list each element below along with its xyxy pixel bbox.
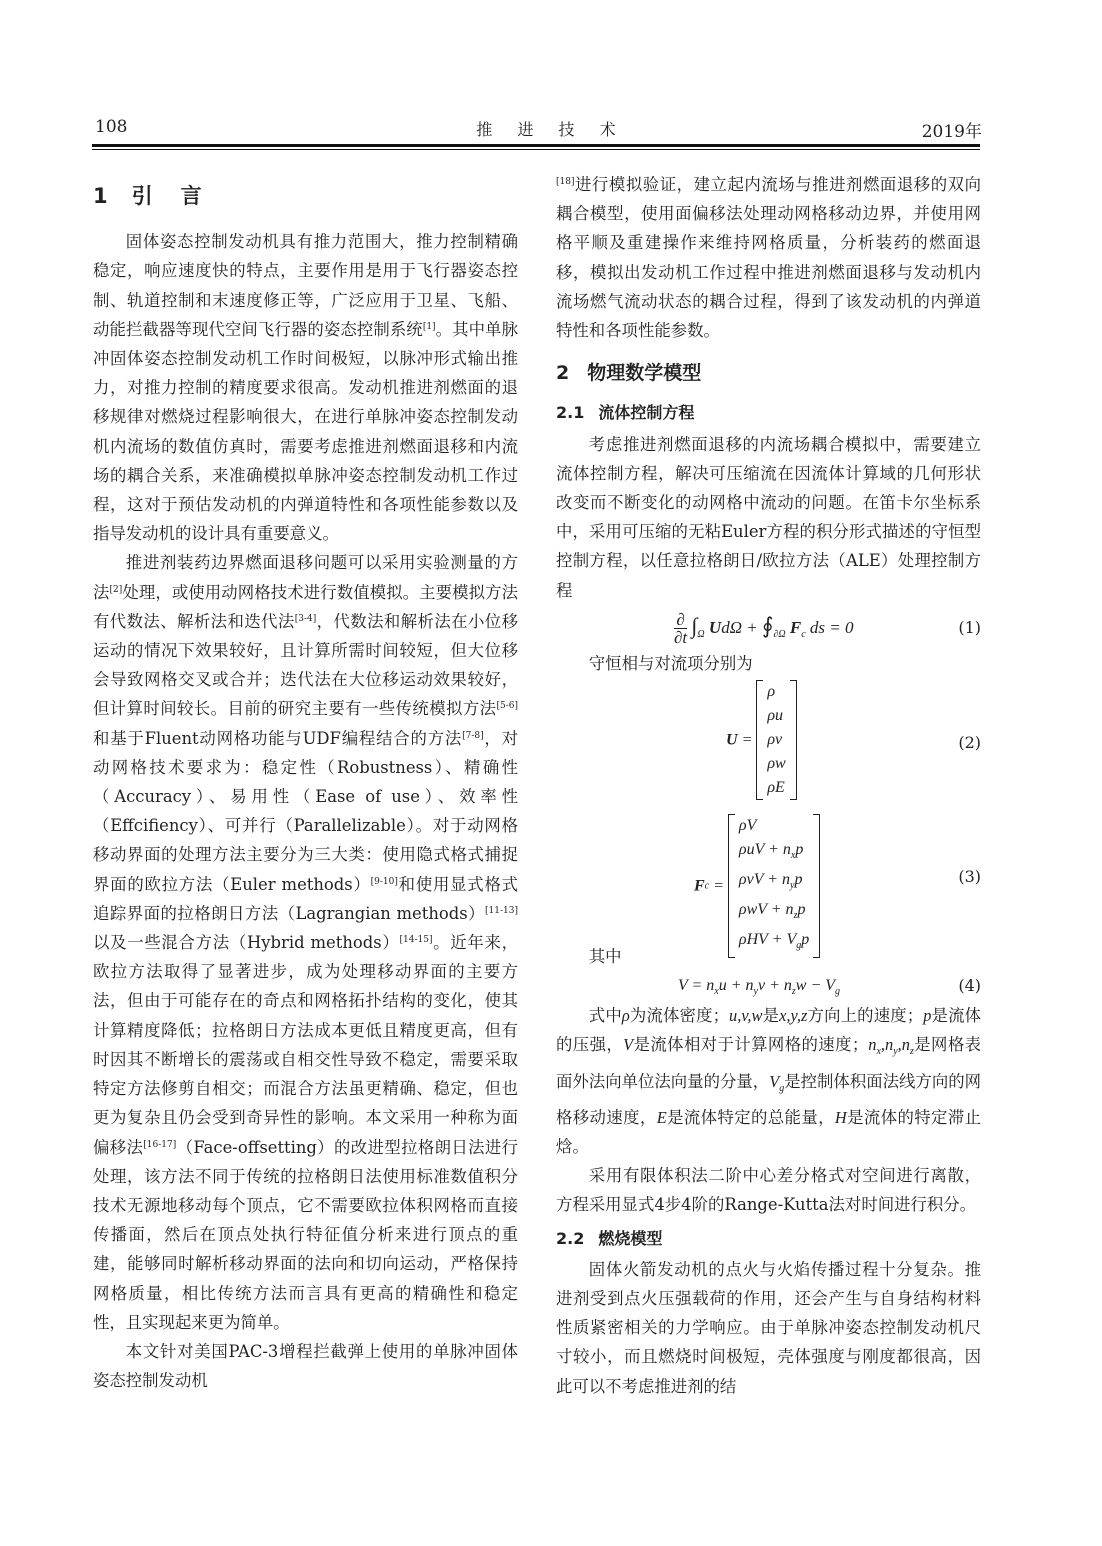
paragraph: 守恒相与对流项分别为 xyxy=(588,653,753,673)
paragraph: 固体姿态控制发动机具有推力范围大，推力控制精确稳定，响应速度快的特点，主要作用是用于飞行器姿态控制、轨道控制和末速度修正等，广泛应用于卫星、飞船、动能拦截器等现代空间飞行器的姿态控制系统[1]。其中单脉冲固体姿态控制发动机工作时间极短，以脉冲形式输出推力，对推力控制的精度要求很高。发动机推进剂燃面的退移规律对燃烧过程影响很大，在进行单脉冲姿态控制发动机内流场的数值仿真时，需要考虑推进剂燃面退移和内流场的耦合关系，来准确模拟单脉冲姿态控制发动机工作过程，这对于预估发动机的内弹道特性和各项性能参数以及指导发动机的设计具有重要意义。 xyxy=(93,232,519,544)
equation-4: $V = n_xu + n_yv + n_zw - V_g$ (4) xyxy=(678,976,981,998)
citation: [7-8] xyxy=(462,730,484,741)
equation-1: ∂ ∂t $\int_\Omega$ $Ud\Omega + ∮_{\partial\Omega}$ $F_c$ ds = 0 (1) xyxy=(674,610,981,648)
citation: [14-15] xyxy=(399,935,433,946)
paragraph: [18]进行模拟验证，建立起内流场与推进剂燃面退移的双向耦合模型，使用面偏移法处理动网格移动边界，并使用网格平顺及重建操作来维持网格质量，分析装药的燃面退移，模拟出发动机工作过程中推进剂燃面退移与发动机内流场燃气流动状态的耦合过程，得到了该发动机的内弹道特性和各项性能参数。 xyxy=(556,175,981,341)
citation: [1] xyxy=(422,321,436,332)
page-number: 108 xyxy=(95,117,128,137)
section-2-heading: 2 物理数学模型 xyxy=(556,362,702,385)
paragraph: 考虑推进剂燃面退移的内流场耦合模拟中，需要建立流体控制方程，解决可压缩流在因流体计算域的几何形状改变而不断变化的动网格中流动的问题。在笛卡尔坐标系中，采用可压缩的无粘Euler方程的积分形式描述的守恒型控制方程，以任意拉格朗日/欧拉方法（ALE）处理控制方程 xyxy=(556,434,981,600)
subsection-2-2-heading: 2.2 燃烧模型 xyxy=(556,1228,663,1248)
subsection-2-1-heading: 2.1 流体控制方程 xyxy=(556,403,695,423)
journal-title: 推 进 技 术 xyxy=(476,120,626,139)
paragraph: 采用有限体积法二阶中心差分格式对空间进行离散，方程采用显式4步4阶的Range-Kutta法对时间进行积分。 xyxy=(556,1166,981,1215)
paragraph: 固体火箭发动机的点火与火焰传播过程十分复杂。推进剂受到点火压强载荷的作用，还会产生与自身结构材料性质紧密相关的力学响应。由于单脉冲姿态控制发动机尺寸较小，而且燃烧时间极短，壳体强度与刚度都很高，因此可以不考虑推进剂的结 xyxy=(556,1259,981,1396)
paragraph: 式中ρ为流体密度；u,v,w是x,y,z方向上的速度；p是流体的压强，V是流体相对于计算网格的速度；$n_x,n_y,n_z$是网格表面外法向单位法向量的分量，$V_g$是控制体积面法线方向的网格移动速度，E是流体特定的总能量，H是流体的特定滞止焓。 xyxy=(556,1006,982,1157)
year: 2019年 xyxy=(921,122,982,142)
citation: [9-10] xyxy=(370,876,398,887)
citation: [3-4] xyxy=(294,613,317,624)
section-number: 1 xyxy=(93,184,110,208)
section-title-b: 言 xyxy=(180,184,204,208)
right-column xyxy=(556,170,981,1401)
citation: [16-17] xyxy=(143,1139,177,1150)
citation: [18] xyxy=(556,177,575,187)
section-1-heading xyxy=(93,182,518,211)
left-column xyxy=(93,170,518,1395)
equation-2: U = ρ ρu ρv ρw ρE (2) xyxy=(556,678,981,808)
citation: [5-6] xyxy=(496,701,518,712)
header-rule-thick xyxy=(92,144,980,147)
paragraph: 其中 xyxy=(588,947,622,967)
paragraph: 本文针对美国PAC-3增程拦截弹上使用的单脉冲固体姿态控制发动机 xyxy=(93,1341,518,1391)
header-rule-thin xyxy=(92,149,980,150)
citation: [2] xyxy=(109,584,123,595)
equation-3: Fc = ρV $\rho uV + n_xp$ $\rho vV + n_yp$ $\rho wV + n_zp$ $\rho HV + V_gp$ (3) xyxy=(556,812,981,942)
paragraph: 推进剂装药边界燃面退移问题可以采用实验测量的方法[2]处理，或使用动网格技术进行数值模拟。主要模拟方法有代数法、解析法和迭代法[3-4]，代数法和解析法在小位移运动的情况下效果较好，且计算所需时间较短，但大位移会导致网格交叉或合并；迭代法在大位移运动效果较好，但计算时间较长。目前的研究主要有一些传统模拟方法[5-6]和基于Fluent动网格功能与UDF编程结合的方法[7-8]，对动网格技术要求为：稳定性（Robustness）、精确性（Accuracy）、易用性（Ease of use）、效率性（Effcifiency）、可并行（Parallelizable）。对于动网格移动界面的处理方法主要分为三大类：使用隐式格式捕捉界面的欧拉方法（Euler methods）[9-10]和使用显式格式追踪界面的拉格朗日方法（Lagrangian methods）[11-13]以及一些混合方法（Hybrid methods）[14-15]。近年来，欧拉方法取得了显著进步，成为处理移动界面的主要方法，但由于可能存在的奇点和网格拓扑结构的变化，使其计算精度降低；拉格朗日方法成本更低且精度更高，但有时因其不断增长的震荡或自相交性导致不稳定，需要采取特定方法修剪自相交；而混合方法虽更精确、稳定，但也更为复杂且仍会受到奇异性的影响。本文采用一种称为面偏移法[16-17]（Face-offsetting）的改进型拉格朗日法进行处理，该方法不同于传统的拉格朗日法使用标准数值积分技术无源地移动每个顶点，它不需要欧拉体积网格而直接传播面，然后在顶点处执行特征值分析来进行顶点的重建，能够同时解析移动界面的法向和切向运动，严格保持网格质量，相比传统方法而言具有更高的精确性和稳定性，且实现起来更为简单。 xyxy=(93,553,519,1332)
citation: [11-13] xyxy=(485,905,518,916)
section-title-a: 引 xyxy=(131,184,155,208)
